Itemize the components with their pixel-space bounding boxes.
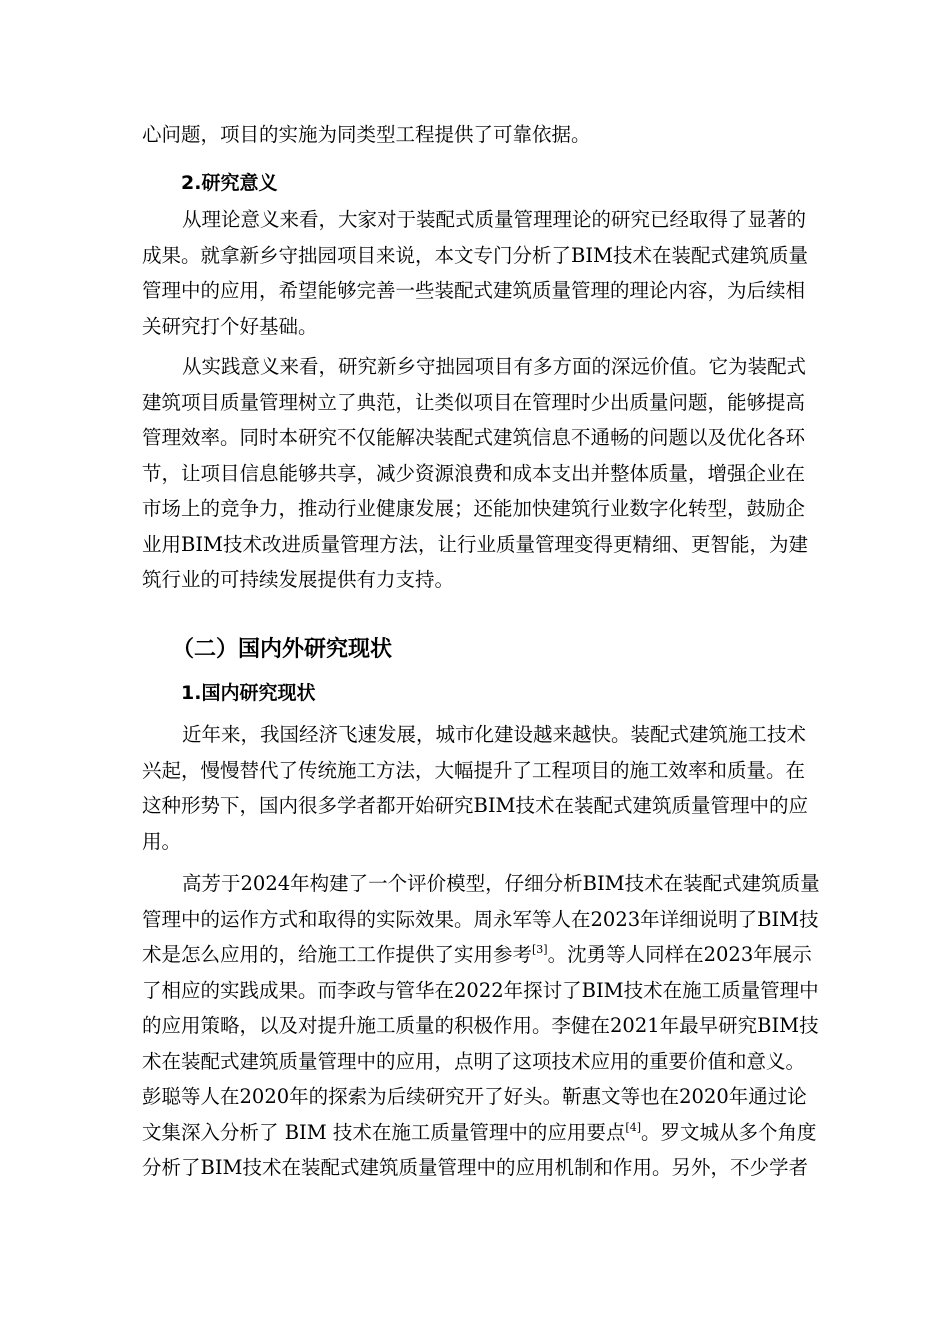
citation-reference: [3] [532, 943, 548, 956]
paragraph-line: 从实践意义来看，研究新乡守拙园项目有多方面的深远价值。它为装配式 [182, 355, 807, 378]
paragraph-line: 筑行业的可持续发展提供有力支持。 [142, 568, 455, 591]
citation-reference: [4] [625, 1120, 641, 1134]
paragraph-line: 术在装配式建筑质量管理中的应用，点明了这项技术应用的重要价值和意义。 [142, 1049, 806, 1073]
text-segment: 。罗文城从多个角度 [641, 1120, 817, 1144]
paragraph-line: 这种形势下，国内很多学者都开始研究BIM技术在装配式建筑质量管理中的应 [142, 794, 808, 817]
paragraph-line: 了相应的实践成果。而李政与管华在2022年探讨了BIM技术在施工质量管理中 [142, 978, 819, 1002]
paragraph-line: 从理论意义来看，大家对于装配式质量管理理论的研究已经取得了显著的 [182, 208, 807, 231]
text-segment: 术是怎么应用的，给施工工作提供了实用参考 [142, 943, 533, 966]
paragraph-line: 业用BIM技术改进质量管理方法，让行业质量管理变得更精细、更智能，为建 [142, 532, 808, 556]
paragraph-line [142, 943, 812, 967]
paragraph-line: 节，让项目信息能够共享，减少资源浪费和成本支出并整体质量，增强企业在 [142, 461, 806, 485]
subheading-research-significance: 2.研究意义 [181, 172, 278, 194]
paragraph-line [142, 1120, 817, 1145]
subheading-domestic-research: 1.国内研究现状 [181, 682, 316, 704]
text-segment: 文集深入分析了 BIM 技术在施工质量管理中的应用要点 [142, 1120, 626, 1144]
paragraph-line: 管理中的运作方式和取得的实际效果。周永军等人在2023年详细说明了BIM技 [142, 907, 819, 931]
paragraph-line: 成果。就拿新乡守拙园项目来说，本文专门分析了BIM技术在装配式建筑质量 [142, 243, 808, 267]
paragraph-line: 管理效率。同时本研究不仅能解决装配式建筑信息不通畅的问题以及优化各环 [142, 426, 806, 449]
paragraph-line: 管理中的应用，希望能够完善一些装配式建筑质量管理的理论内容，为后续相 [142, 279, 806, 302]
paragraph-line: 关研究打个好基础。 [142, 314, 318, 338]
paragraph-line: 兴起，慢慢替代了传统施工方法，大幅提升了工程项目的施工效率和质量。在 [142, 758, 806, 782]
paragraph-line: 用。 [142, 829, 182, 853]
paragraph-line: 的应用策略，以及对提升施工质量的积极作用。李健在2021年最早研究BIM技 [142, 1014, 819, 1037]
paragraph-line: 建筑项目质量管理树立了典范，让类似项目在管理时少出质量问题，能够提高 [142, 390, 806, 414]
paragraph-line: 近年来，我国经济飞速发展，城市化建设越来越快。装配式建筑施工技术 [182, 723, 807, 746]
section-heading-research-status: （二）国内外研究现状 [172, 637, 393, 662]
paragraph-line: 分析了BIM技术在装配式建筑质量管理中的应用机制和作用。另外，不少学者 [142, 1156, 808, 1179]
paragraph-line: 市场上的竞争力，推动行业健康发展；还能加快建筑行业数字化转型，鼓励企 [142, 497, 806, 520]
paragraph-line: 彭聪等人在2020年的探索为后续研究开了好头。靳惠文等也在2020年通过论 [142, 1085, 807, 1108]
paragraph-line: 高芳于2024年构建了一个评价模型，仔细分析BIM技术在装配式建筑质量 [182, 872, 820, 895]
text-segment: 。沈勇等人同样在2023年展示 [547, 943, 812, 966]
paragraph-line: 心问题，项目的实施为同类型工程提供了可靠依据。 [142, 123, 591, 146]
